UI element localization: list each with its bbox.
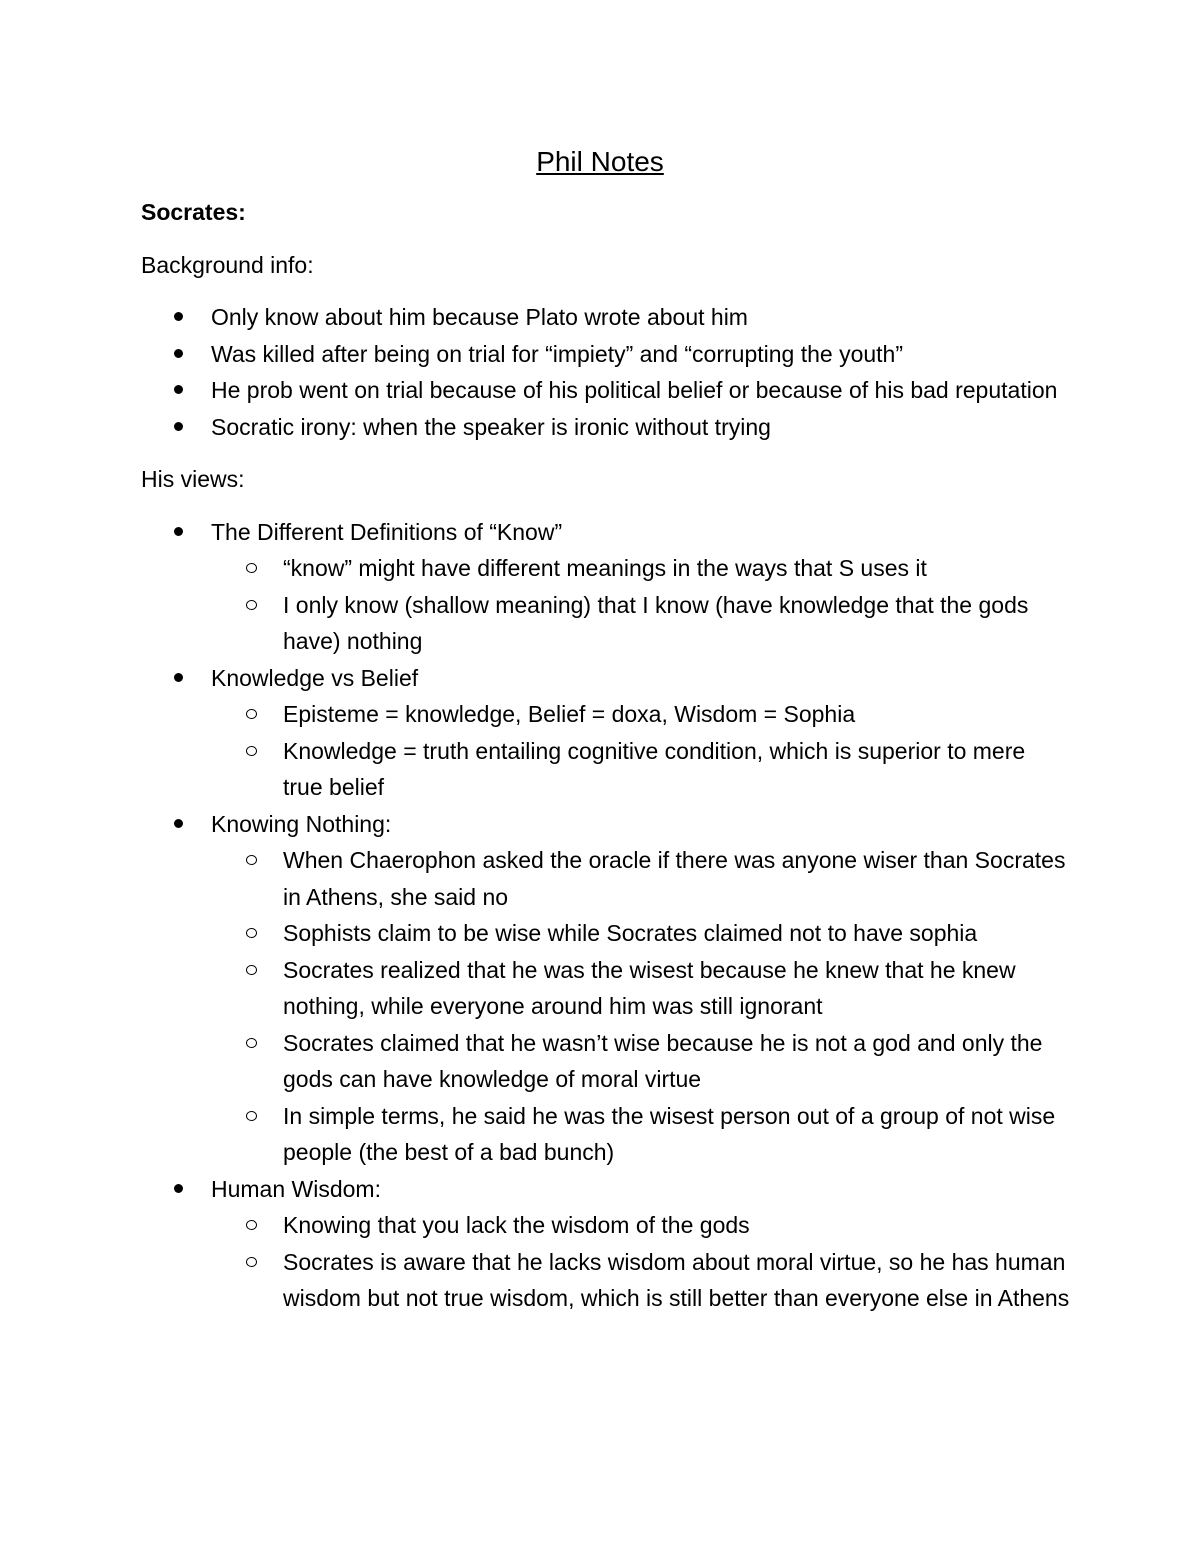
list-item: [141, 299, 1071, 336]
hollow-bullet-icon: [246, 928, 257, 938]
sub-list-item: [211, 952, 1071, 1025]
list-item: [141, 660, 1071, 806]
sub-list: [211, 550, 1071, 660]
hollow-bullet-icon: [246, 1257, 257, 1267]
subject-heading: Socrates:: [141, 199, 246, 225]
sub-list-item-text: Sophists claim to be wise while Socrates claimed not to have sophia: [283, 920, 978, 946]
sub-list-item: [211, 696, 1071, 733]
sub-list-item-text: Episteme = knowledge, Belief = doxa, Wisdom = Sophia: [283, 701, 856, 727]
list-item-text: Only know about him because Plato wrote about him: [211, 304, 748, 330]
hollow-bullet-icon: [246, 600, 257, 610]
bullet-icon: [174, 312, 183, 321]
sub-list-item-text: In simple terms, he said he was the wisest person out of a group of not wise people (the best of a bad bunch): [283, 1102, 1056, 1165]
sub-list-item-text: Knowing that you lack the wisdom of the gods: [283, 1212, 750, 1238]
sub-list: [211, 842, 1071, 1171]
hollow-bullet-icon: [246, 855, 257, 865]
document-body: [141, 140, 1071, 1333]
hollow-bullet-icon: [246, 709, 257, 719]
bullet-icon: [174, 819, 183, 828]
views-list: [141, 514, 1071, 1317]
hollow-bullet-icon: [246, 1111, 257, 1121]
sub-list-item: [211, 842, 1071, 915]
hollow-bullet-icon: [246, 1038, 257, 1048]
list-item-text: He prob went on trial because of his political belief or because of his bad reputation: [211, 377, 1058, 403]
sub-list-item-text: Socrates is aware that he lacks wisdom about moral virtue, so he has human wisdom but not true wisdom, which is still better than everyone else in Athens: [283, 1248, 1070, 1311]
bullet-icon: [174, 1184, 183, 1193]
sub-list-item: [211, 1207, 1071, 1244]
sub-list-item-text: Socrates claimed that he wasn’t wise because he is not a god and only the gods can have knowledge of moral virtue: [283, 1029, 1043, 1092]
bullet-icon: [174, 527, 183, 536]
list-item: [141, 409, 1071, 446]
sub-list-item-text: Socrates realized that he was the wisest because he knew that he knew nothing, while everyone around him was still ignorant: [283, 956, 1016, 1019]
list-item: [141, 336, 1071, 373]
sub-list: [211, 696, 1071, 806]
bullet-icon: [174, 422, 183, 431]
hollow-bullet-icon: [246, 965, 257, 975]
list-item-text: Knowledge vs Belief: [211, 664, 419, 691]
list-item-text: Knowing Nothing:: [211, 810, 392, 837]
sub-list-item: [211, 733, 1071, 806]
bullet-icon: [174, 673, 183, 682]
list-item-text: Was killed after being on trial for “impiety” and “corrupting the youth”: [211, 340, 904, 367]
hollow-bullet-icon: [246, 563, 257, 573]
hollow-bullet-icon: [246, 1220, 257, 1230]
sub-list-item-text: When Chaerophon asked the oracle if there was anyone wiser than Socrates in Athens, she said no: [283, 847, 1066, 910]
page-title: Phil Notes: [536, 146, 664, 177]
sub-list-item: [211, 550, 1071, 587]
sub-list-item: [211, 1025, 1071, 1098]
views-label: His views:: [141, 466, 245, 492]
list-item-text: Human Wisdom:: [211, 1175, 381, 1202]
bullet-icon: [174, 385, 183, 394]
sub-list-item-text: “know” might have different meanings in the ways that S uses it: [283, 555, 927, 581]
sub-list: [211, 1207, 1071, 1317]
sub-list-item: [211, 915, 1071, 952]
background-label: Background info:: [141, 251, 314, 278]
list-item-text: Socratic irony: when the speaker is ironic without trying: [211, 413, 771, 440]
background-list: [141, 299, 1071, 445]
sub-list-item: [211, 1244, 1071, 1317]
list-item: [141, 806, 1071, 1171]
sub-list-item-text: Knowledge = truth entailing cognitive condition, which is superior to mere true belief: [283, 737, 1026, 800]
list-item-text: The Different Definitions of “Know”: [211, 518, 563, 545]
sub-list-item-text: I only know (shallow meaning) that I know (have knowledge that the gods have) nothing: [283, 591, 1029, 654]
list-item: [141, 372, 1071, 409]
bullet-icon: [174, 349, 183, 358]
sub-list-item: [211, 1098, 1071, 1171]
list-item: [141, 514, 1071, 660]
list-item: [141, 1171, 1071, 1317]
hollow-bullet-icon: [246, 746, 257, 756]
sub-list-item: [211, 587, 1071, 660]
